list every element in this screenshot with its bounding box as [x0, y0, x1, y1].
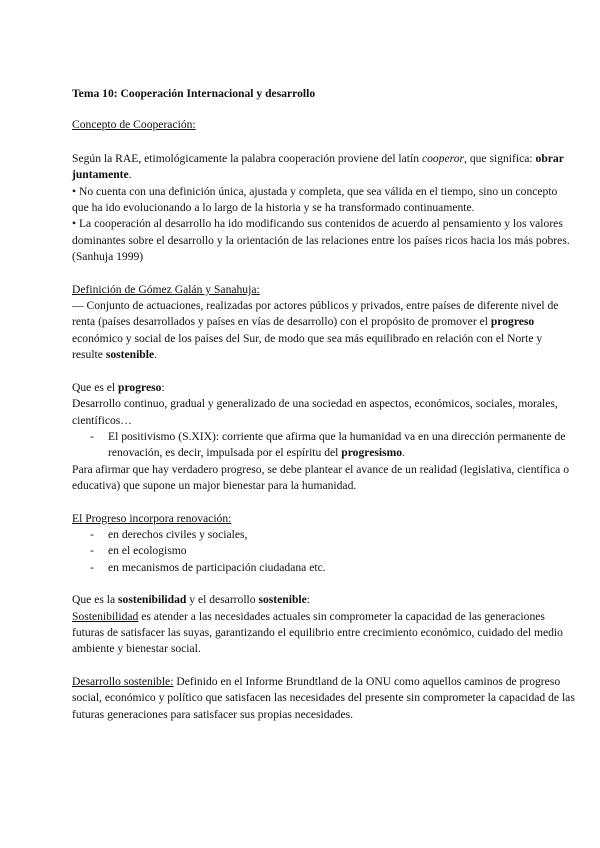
term-obrar-juntamente: obrar juntamente	[72, 151, 564, 182]
term-desarrollo-sostenible: Desarrollo sostenible:	[72, 674, 174, 688]
paragraph-progreso: Desarrollo continuo, gradual y generalizado de una sociedad en aspectos, económicos, sociales, morales, científicos…	[72, 397, 558, 427]
heading-concepto: Concepto de Cooperación:	[72, 118, 196, 132]
text-run: Según la RAE, etimológicamente la palabra cooperación proviene del latín	[72, 151, 422, 165]
text-run: , que significa:	[464, 151, 536, 165]
term-cooperor: cooperor	[421, 151, 465, 165]
paragraph-desarrollo-sostenible	[72, 674, 576, 723]
text-run: :	[161, 380, 165, 394]
list-item: - en mecanismos de participación ciudadana etc.	[72, 560, 576, 576]
list-positivismo	[72, 429, 576, 462]
text-run: .	[154, 348, 158, 362]
paragraph-verdadero-progreso: Para afirmar que hay verdadero progreso, se debe plantear el avance de un realidad (legislativa, científica o educativa) que supone un major bienestar para la humanidad.	[72, 462, 570, 493]
document-title: Tema 10: Cooperación Internacional y desarrollo	[72, 87, 316, 100]
paragraph-definicion	[72, 298, 576, 364]
heading-definicion: Definición de Gómez Galán y Sanahuja:	[72, 282, 260, 296]
list-item: - en derechos civiles y sociales,	[72, 527, 576, 543]
question-progreso	[72, 380, 576, 396]
term-progreso: progreso	[118, 380, 162, 394]
list-item: - en el ecologismo	[72, 543, 576, 559]
text-run: .	[128, 168, 132, 182]
list-item	[72, 429, 576, 462]
text-run: .	[402, 446, 405, 460]
paragraph-rae	[72, 151, 576, 184]
question-sostenibilidad	[72, 592, 576, 608]
term-progreso: progreso	[490, 315, 535, 329]
term-sostenibilidad: sostenibilidad	[118, 593, 187, 607]
bullet-cooperacion-desarrollo: • La cooperación al desarrollo ha ido modificando sus contenidos de acuerdo al pensamiento y los valores dominantes sobre el desarrollo y la orientación de las relaciones entre los países ricos hacia los más pobres. (Sanhuja 1999)	[72, 217, 570, 264]
term-progresismo: progresismo	[341, 446, 403, 460]
bullet-definicion-unica: • No cuenta con una definición única, ajustada y completa, que sea válida en el tiempo, sino un concepto que ha ido evolucionando a lo largo de la historia y se ha transformado continuamente.	[72, 184, 558, 215]
text-run: — Conjunto de actuaciones, realizadas por actores públicos y privados, entre países de diferente nivel de renta (países desarrollados y países en vías de desarrollo) con el propósito de promover el	[72, 299, 559, 329]
paragraph-sostenibilidad	[72, 609, 576, 658]
text-run: Que es la	[72, 593, 119, 607]
term-sostenibilidad-underlined: Sostenibilidad	[72, 609, 139, 623]
text-run: Que es el	[72, 380, 119, 394]
term-sostenible: sostenible	[258, 593, 307, 607]
term-sostenible: sostenible	[105, 348, 155, 362]
list-renovacion	[72, 527, 576, 576]
text-run: El positivismo (S.XIX): corriente que afirma que la humanidad va en una dirección permanente de renovación, es decir, impulsada por el espíritu del	[108, 429, 566, 460]
text-run: :	[306, 593, 311, 607]
text-run: y el desarrollo	[186, 593, 259, 607]
text-run: Definido en el Informe Brundtland de la ONU como aquellos caminos de progreso social, económico y político que satisfacen las necesidades del presente sin comprometer la capacidad de las futuras generaciones para satisfacer sus propias necesidades.	[72, 674, 575, 721]
heading-renovacion: El Progreso incorpora renovación:	[72, 511, 232, 525]
text-run: económico y social de los países del Sur, de modo que sea más equilibrado en relación con el Norte y resulte	[72, 331, 543, 362]
text-run: es atender a las necesidades actuales sin comprometer la capacidad de las generaciones futuras de satisfacer las suyas, garantizando el equilibrio entre crecimiento económico, cuidado del medio ambiente y bienestar social.	[72, 609, 563, 656]
